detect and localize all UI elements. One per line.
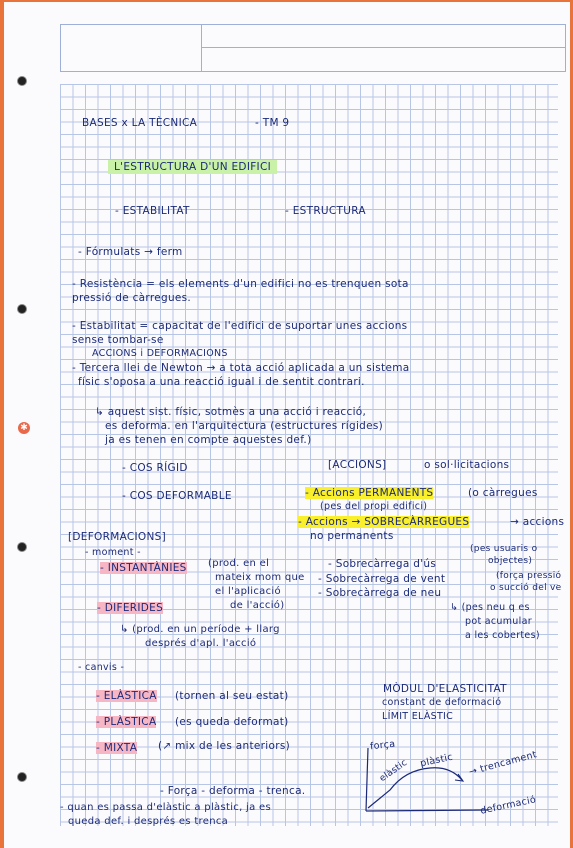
forca-pressio: (força pressió	[496, 571, 562, 581]
pes-usuaris: (pes usuaris o	[470, 544, 538, 554]
pes-neu-cont2: a les cobertes)	[465, 630, 540, 641]
quan-es-passa: - quan es passa d'elàstic a plàstic, ja es	[60, 802, 271, 813]
course-title: BASES x LA TÈCNICA	[82, 117, 198, 129]
sobrecarrega-us: - Sobrecàrrega d'ús	[328, 558, 437, 570]
line-estabilitat-cont: sense tombar-se	[72, 334, 164, 346]
topic-estructura: - ESTRUCTURA	[285, 205, 366, 217]
cos-deformable: - COS DEFORMABLE	[122, 490, 232, 502]
sollicitacions: o sol·licitacions	[424, 459, 510, 471]
plastic-label: plàstic	[419, 751, 454, 770]
line-sistema-cont: es deforma. en l'arquitectura (estructures rígides)	[105, 420, 384, 432]
no-permanents: no permanents	[310, 530, 394, 542]
line-newton-cont: físic s'oposa a una reacció igual i de sentit contrari.	[78, 376, 365, 388]
plastica-note: (es queda deformat)	[175, 716, 289, 728]
elastica-note: (tornen al seu estat)	[175, 690, 289, 702]
diferides: - DIFERIDES	[97, 602, 164, 614]
accions-permanents: - Accions PERMANENTS	[305, 487, 434, 499]
cos-rigid: - COS RÍGID	[122, 462, 188, 474]
quan-es-passa-cont: queda def. i després es trenca	[68, 816, 229, 827]
sobrecarrega-neu: - Sobrecàrrega de neu	[318, 587, 442, 599]
pes-neu-cont: pot acumular	[465, 616, 532, 627]
topic-estabilitat: - ESTABILITAT	[115, 205, 190, 217]
instantanies-note4: de l'acció)	[230, 600, 285, 611]
forca-deforma-trenca: - Força - deforma - trenca.	[160, 785, 306, 797]
line-resistencia-cont: pressió de càrregues.	[72, 292, 192, 304]
deformacio-axis-label: deformació	[479, 794, 538, 817]
pes-usuaris-cont: objectes)	[488, 556, 533, 566]
diferides-note: ↳ (prod. en un període + llarg	[120, 624, 280, 635]
line-sistema: ↳ aquest sist. físic, sotmès a una acció i reacció,	[95, 406, 367, 418]
forca-axis-label: força	[369, 738, 396, 753]
accions-permanents-note: (o càrregues	[468, 487, 538, 499]
canvis-label: - canvis -	[78, 662, 125, 673]
accions-sobrecarregues: - Accions → SOBRECÀRREGUES	[298, 516, 470, 528]
red-star-marker: ✱	[18, 422, 30, 434]
mixta-note: (↗ mix de les anteriors)	[158, 740, 290, 752]
instantanies-note2: mateix mom que	[215, 572, 305, 583]
accions-permanents-note2: (pes del propi edifici)	[320, 501, 428, 512]
accions-heading: [ACCIONS]	[328, 459, 387, 471]
line-accions-deformacions: ACCIONS i DEFORMACIONS	[92, 348, 228, 359]
sobrecarrega-vent: - Sobrecàrrega de vent	[318, 573, 446, 585]
line-newton: - Tercera llei de Newton → a tota acció aplicada a un sistema	[72, 362, 410, 374]
elastic-label: elàstic	[377, 757, 410, 785]
line-estabilitat: - Estabilitat = capacitat de l'edifici de suportar unes accions	[72, 320, 408, 332]
line-sistema-cont2: ja es tenen en compte aquestes def.)	[105, 434, 312, 446]
modul-elasticitat: MÒDUL D'ELASTICITAT	[383, 683, 507, 695]
unit-label: - TM 9	[255, 117, 290, 129]
moment-label: - moment -	[85, 547, 141, 558]
constant-deformacio: constant de deformació	[382, 697, 502, 708]
instantanies: - INSTANTÀNIES	[100, 562, 187, 574]
line-formulas: - Fórmulats → ferm	[78, 246, 183, 258]
plastica: - PLÀSTICA	[96, 716, 157, 728]
limit-elastic: LÍMIT ELÀSTIC	[382, 711, 454, 722]
succio-vent: o succió del ve	[490, 583, 562, 593]
trencament-label: → trencament	[467, 749, 539, 778]
deformacions-heading: [DEFORMACIONS]	[68, 531, 166, 543]
diferides-note2: després d'apl. l'acció	[145, 638, 257, 649]
pes-neu: ↳ (pes neu q es	[450, 602, 530, 613]
elastica: - ELÀSTICA	[96, 690, 157, 702]
accions-sobrecarregues-note: → accions	[510, 516, 565, 528]
instantanies-note3: el l'aplicació	[215, 586, 281, 597]
page-title: L'ESTRUCTURA D'UN EDIFICI	[108, 160, 277, 174]
mixta: - MIXTA	[96, 742, 138, 754]
line-resistencia: - Resistència = els elements d'un edifici no es trenquen sota	[72, 278, 409, 290]
instantanies-note: (prod. en el	[208, 558, 270, 569]
